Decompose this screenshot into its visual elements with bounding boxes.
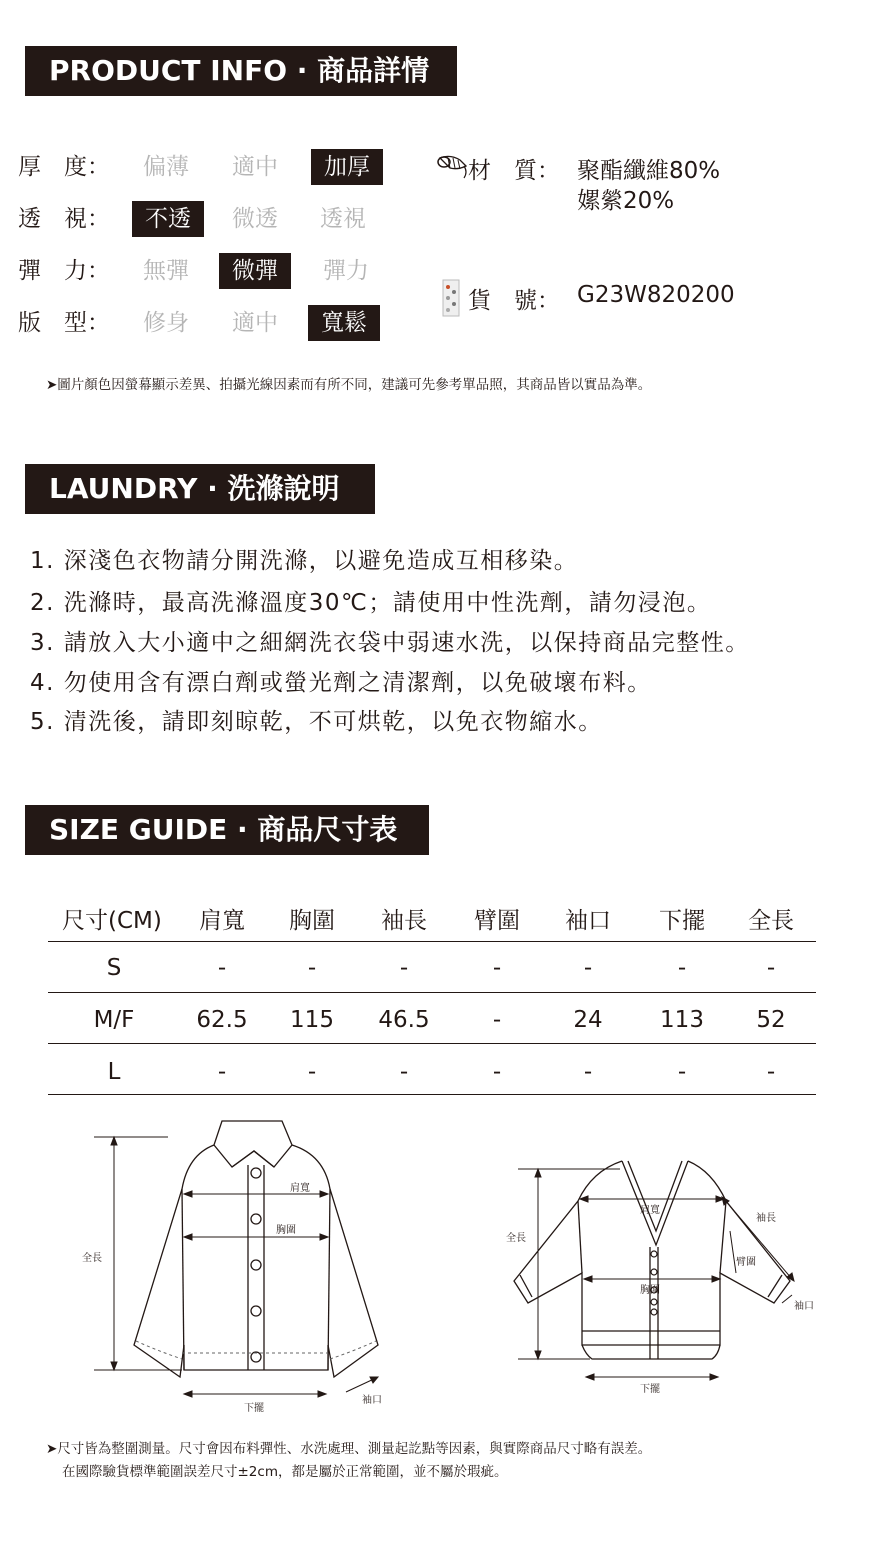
- diagram-label-cuff: 袖口: [362, 1395, 382, 1406]
- material-label: 材 質：: [468, 158, 560, 184]
- laundry-item: 3. 請放入大小適中之細網洗衣袋中弱速水洗，以保持商品完整性。: [30, 630, 750, 656]
- size-cell: -: [766, 1059, 776, 1085]
- size-header: 袖口: [565, 908, 611, 934]
- size-cell: -: [677, 955, 687, 981]
- diagram-label-length: 全長: [82, 1253, 102, 1264]
- attr-label: 彈 力：: [18, 258, 110, 284]
- size-header: 肩寬: [199, 908, 245, 934]
- product-info-banner: [25, 46, 457, 96]
- size-header: 尺寸(CM): [62, 908, 162, 934]
- diagram-label-chest: 胸圍: [640, 1285, 660, 1296]
- size-cell: -: [492, 955, 502, 981]
- thread-spool-icon: [436, 152, 470, 182]
- attr-label: 透 視：: [18, 206, 110, 232]
- size-cell: -: [217, 1059, 227, 1085]
- diagram-label-chest: 胸圍: [276, 1225, 296, 1236]
- laundry-banner: [25, 464, 375, 514]
- size-header: 臂圍: [474, 908, 520, 934]
- opt-slight-stretch-selected: 微彈: [219, 253, 291, 289]
- product-info-note: ➤圖片顏色因螢幕顯示差異、拍攝光線因素而有所不同，建議可先參考單品照，其商品皆以實品為準。: [46, 377, 652, 393]
- diagram-label-cuff: 袖口: [794, 1301, 814, 1312]
- opt-slim: 修身: [143, 310, 189, 336]
- diagram-label-shoulder: 肩寬: [290, 1183, 310, 1194]
- size-cell: 46.5: [378, 1007, 430, 1033]
- size-header: 下擺: [659, 908, 705, 934]
- table-divider: [48, 1094, 816, 1095]
- size-cell: M/F: [93, 1007, 135, 1033]
- size-cell: S: [106, 955, 122, 981]
- opt-regular: 適中: [232, 310, 278, 336]
- size-note-line-1: ➤尺寸皆為整圍測量。尺寸會因布料彈性、水洗處理、測量起訖點等因素，與實際商品尺寸略有誤差。: [46, 1441, 652, 1457]
- product-info-title: PRODUCT INFO · 商品詳情: [49, 54, 430, 87]
- size-cell: -: [677, 1059, 687, 1085]
- size-cell: 113: [660, 1007, 704, 1033]
- opt-sheer: 透視: [320, 206, 366, 232]
- diagram-label-length: 全長: [506, 1233, 526, 1244]
- jacket-diagram: [78, 1115, 398, 1420]
- size-header: 全長: [748, 908, 794, 934]
- opt-loose-selected: 寬鬆: [308, 305, 380, 341]
- opt-slightly-sheer: 微透: [232, 206, 278, 232]
- laundry-item: 1. 深淺色衣物請分開洗滌，以避免造成互相移染。: [30, 548, 579, 574]
- laundry-item: 4. 勿使用含有漂白劑或螢光劑之清潔劑，以免破壞布料。: [30, 670, 652, 696]
- item-no-value: G23W820200: [577, 282, 735, 308]
- opt-thin: 偏薄: [143, 154, 189, 180]
- size-cell: 62.5: [196, 1007, 248, 1033]
- size-cell: -: [399, 1059, 409, 1085]
- opt-no-stretch: 無彈: [143, 258, 189, 284]
- size-cell: 24: [573, 1007, 603, 1033]
- size-cell: 115: [290, 1007, 334, 1033]
- attr-label: 版 型：: [18, 310, 110, 336]
- size-guide-banner: [25, 805, 429, 855]
- diagram-label-arm: 臂圍: [736, 1257, 756, 1268]
- size-cell: L: [107, 1059, 121, 1085]
- item-no-label: 貨 號：: [468, 288, 560, 314]
- size-cell: -: [492, 1007, 502, 1033]
- diagram-label-shoulder: 肩寬: [640, 1205, 660, 1216]
- table-divider: [48, 992, 816, 993]
- diagram-label-hem: 下擺: [244, 1403, 264, 1414]
- size-cell: -: [583, 955, 593, 981]
- table-divider: [48, 1043, 816, 1044]
- opt-medium: 適中: [232, 154, 278, 180]
- size-cell: -: [399, 955, 409, 981]
- size-cell: 52: [756, 1007, 786, 1033]
- diagram-label-hem: 下擺: [640, 1384, 660, 1395]
- opt-stretch: 彈力: [323, 258, 369, 284]
- material-line-1: 聚酯纖維80%: [577, 158, 721, 184]
- size-cell: -: [307, 955, 317, 981]
- material-line-2: 嫘縈20%: [577, 188, 675, 214]
- table-divider: [48, 941, 816, 942]
- size-cell: -: [766, 955, 776, 981]
- size-cell: -: [492, 1059, 502, 1085]
- size-cell: -: [583, 1059, 593, 1085]
- laundry-item: 5. 清洗後，請即刻晾乾，不可烘乾，以免衣物縮水。: [30, 709, 603, 735]
- size-guide-title: SIZE GUIDE · 商品尺寸表: [49, 813, 398, 846]
- opt-thick-selected: 加厚: [311, 149, 383, 185]
- size-header: 袖長: [381, 908, 427, 934]
- cardigan-diagram: [500, 1155, 825, 1400]
- attr-label: 厚 度：: [18, 154, 110, 180]
- diagram-label-sleeve: 袖長: [756, 1213, 776, 1224]
- laundry-title: LAUNDRY · 洗滌說明: [49, 472, 340, 505]
- size-cell: -: [307, 1059, 317, 1085]
- size-note-line-2: 在國際驗貨標準範圍誤差尺寸±2cm，都是屬於正常範圍，並不屬於瑕疵。: [62, 1464, 508, 1480]
- size-header: 胸圍: [289, 908, 335, 934]
- size-cell: -: [217, 955, 227, 981]
- laundry-item: 2. 洗滌時，最高洗滌溫度30℃；請使用中性洗劑，請勿浸泡。: [30, 590, 712, 616]
- opt-opaque-selected: 不透: [132, 201, 204, 237]
- price-tag-icon: [440, 278, 462, 318]
